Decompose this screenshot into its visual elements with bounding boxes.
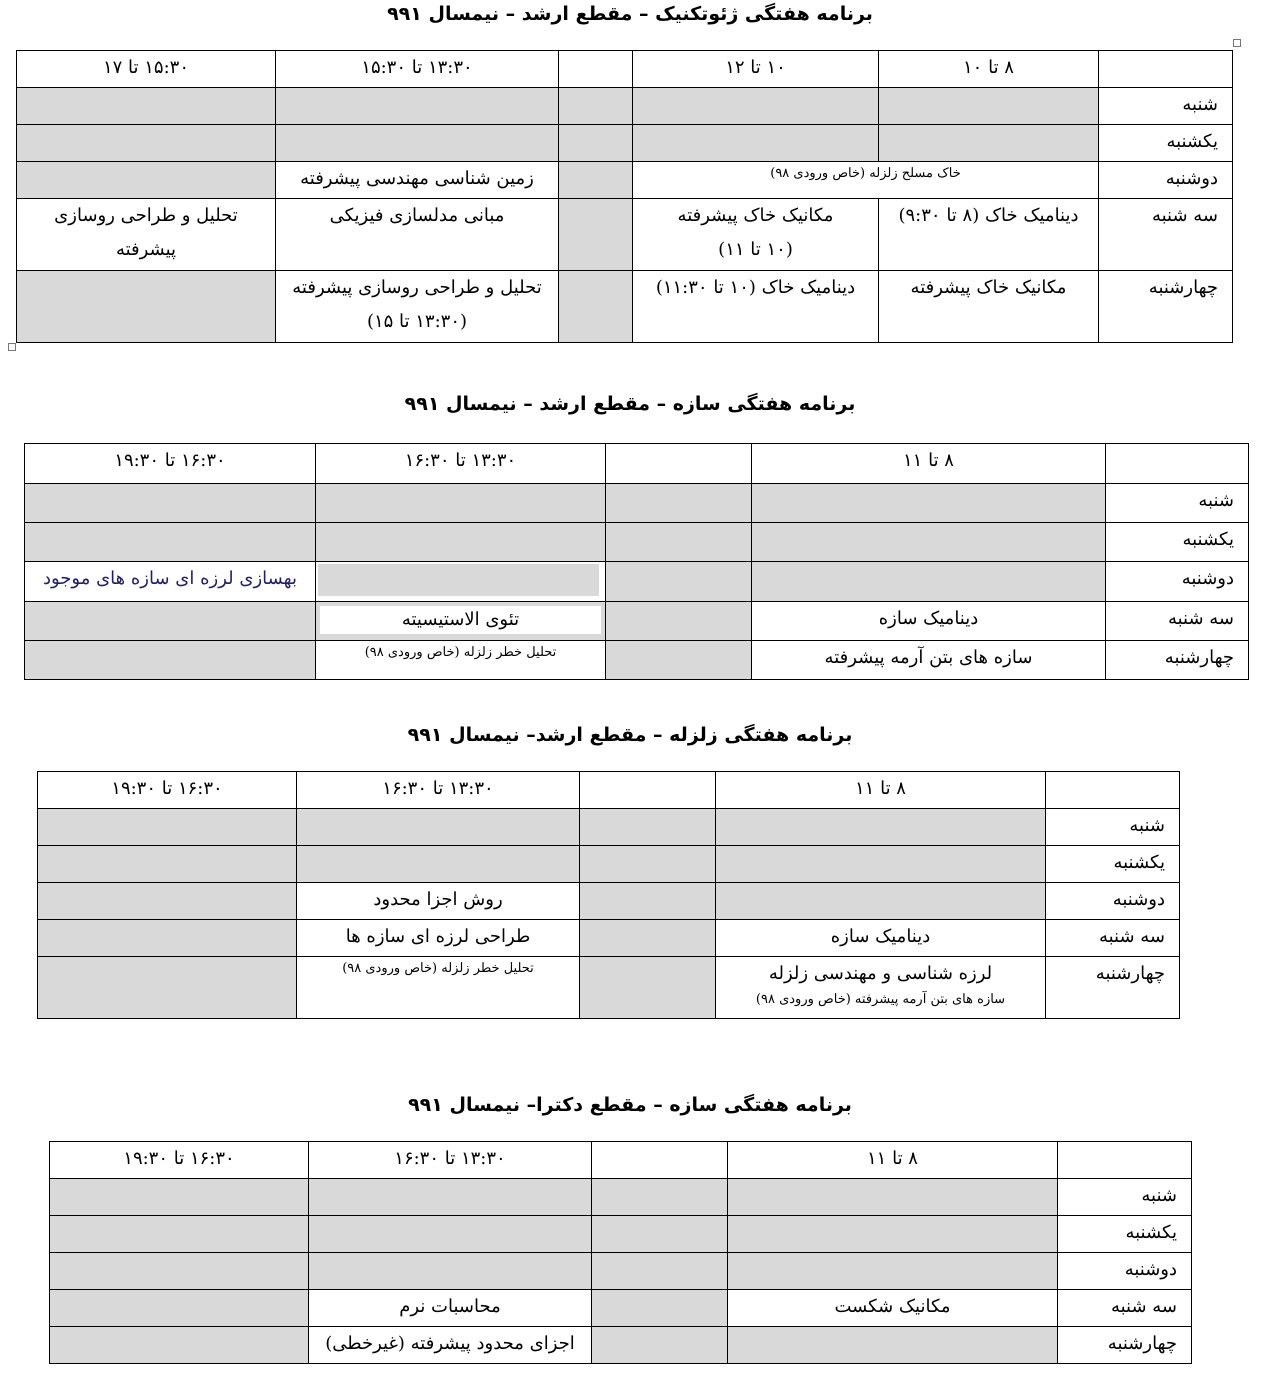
empty-cell bbox=[38, 846, 297, 883]
empty-cell bbox=[309, 1253, 592, 1290]
course-note: خاک مسلح زلزله (خاص ورودی ۹۸) bbox=[770, 166, 961, 181]
table-row bbox=[25, 523, 1249, 562]
empty-cell bbox=[716, 809, 1046, 846]
table-row bbox=[50, 1290, 1192, 1327]
course-cell bbox=[17, 199, 276, 271]
course-name: بهسازی لرزه ای سازه های موجود bbox=[42, 568, 297, 589]
header-slot-1330-1630: ۱۳:۳۰ تا ۱۶:۳۰ bbox=[309, 1142, 592, 1179]
day-tuesday: سه شنبه bbox=[1058, 1290, 1192, 1327]
course-cell: دینامیک سازه bbox=[716, 920, 1046, 957]
header-slot-1630-1930: ۱۶:۳۰ تا ۱۹:۳۰ bbox=[25, 444, 316, 484]
day-saturday: شنبه bbox=[1058, 1179, 1192, 1216]
table-row bbox=[25, 484, 1249, 523]
course-cell bbox=[633, 199, 879, 271]
day-monday: دوشنبه bbox=[1046, 883, 1180, 920]
day-wednesday: چهارشنبه bbox=[1058, 1327, 1192, 1364]
table-row bbox=[17, 88, 1233, 125]
day-monday: دوشنبه bbox=[1106, 562, 1249, 602]
table-row bbox=[17, 271, 1233, 343]
header-slot-1330-1630: ۱۳:۳۰ تا ۱۶:۳۰ bbox=[316, 444, 606, 484]
table-header-row bbox=[50, 1142, 1192, 1179]
empty-cell bbox=[752, 484, 1106, 523]
empty-cell bbox=[276, 125, 559, 162]
table-row bbox=[38, 809, 1180, 846]
empty-cell bbox=[316, 523, 606, 562]
header-slot-8-10: ۸ تا ۱۰ bbox=[879, 51, 1099, 88]
table-row bbox=[25, 562, 1249, 602]
day-sunday: یکشنبه bbox=[1099, 125, 1233, 162]
header-slot-8-11: ۸ تا ۱۱ bbox=[716, 772, 1046, 809]
course-cell: مبانی مدلسازی فیزیکی bbox=[276, 199, 559, 271]
header-slot-8-11: ۸ تا ۱۱ bbox=[752, 444, 1106, 484]
course-cell: زمین شناسی مهندسی پیشرفته bbox=[276, 162, 559, 199]
empty-cell bbox=[606, 641, 752, 680]
header-corner bbox=[1099, 51, 1233, 88]
day-tuesday: سه شنبه bbox=[1106, 602, 1249, 641]
course-note: سازه های بتن آرمه پیشرفته (خاص ورودی ۹۸) bbox=[755, 992, 1006, 1007]
table-row bbox=[17, 125, 1233, 162]
empty-cell bbox=[752, 562, 1106, 602]
course-cell: دینامیک سازه bbox=[752, 602, 1106, 641]
empty-cell bbox=[559, 162, 633, 199]
table-resize-handle[interactable] bbox=[8, 343, 16, 351]
course-cell: طراحی لرزه ای سازه ها bbox=[297, 920, 580, 957]
empty-cell bbox=[50, 1253, 309, 1290]
empty-cell bbox=[309, 1179, 592, 1216]
empty-cell bbox=[752, 523, 1106, 562]
header-slot-1330-1530: ۱۳:۳۰ تا ۱۵:۳۰ bbox=[276, 51, 559, 88]
course-cell bbox=[25, 562, 316, 602]
empty-cell bbox=[879, 125, 1099, 162]
table-row bbox=[25, 602, 1249, 641]
header-corner bbox=[1046, 772, 1180, 809]
course-cell bbox=[316, 602, 606, 641]
course-cell bbox=[276, 271, 559, 343]
empty-cell bbox=[728, 1253, 1058, 1290]
empty-cell bbox=[559, 88, 633, 125]
header-slot-1630-1930: ۱۶:۳۰ تا ۱۹:۳۰ bbox=[38, 772, 297, 809]
header-slot-10-12: ۱۰ تا ۱۲ bbox=[633, 51, 879, 88]
empty-cell bbox=[38, 809, 297, 846]
table-header-row bbox=[17, 51, 1233, 88]
shaded-area bbox=[318, 564, 599, 596]
day-wednesday: چهارشنبه bbox=[1106, 641, 1249, 680]
course-name: مکانیک خاک پیشرفته bbox=[677, 205, 834, 226]
day-saturday: شنبه bbox=[1099, 88, 1233, 125]
empty-cell bbox=[559, 271, 633, 343]
course-cell: دینامیک خاک (۸ تا ۹:۳۰) bbox=[879, 199, 1099, 271]
course-name: تحلیل و طراحی روسازی bbox=[54, 205, 238, 226]
header-corner bbox=[1106, 444, 1249, 484]
header-break bbox=[559, 51, 633, 88]
header-break bbox=[606, 444, 752, 484]
course-note: تحلیل خطر زلزله (خاص ورودی ۹۸) bbox=[364, 645, 557, 660]
table-header-row bbox=[25, 444, 1249, 484]
day-wednesday: چهارشنبه bbox=[1046, 957, 1180, 1019]
table-row bbox=[38, 957, 1180, 1019]
empty-cell bbox=[728, 1179, 1058, 1216]
day-monday: دوشنبه bbox=[1099, 162, 1233, 199]
header-break bbox=[592, 1142, 728, 1179]
empty-cell bbox=[17, 88, 276, 125]
empty-cell bbox=[580, 920, 716, 957]
table-row bbox=[50, 1216, 1192, 1253]
table-move-handle[interactable] bbox=[1233, 39, 1241, 47]
empty-cell bbox=[580, 809, 716, 846]
header-corner bbox=[1058, 1142, 1192, 1179]
empty-cell bbox=[309, 1216, 592, 1253]
empty-cell bbox=[17, 162, 276, 199]
earthquake-msc-table bbox=[37, 771, 1180, 1019]
empty-cell bbox=[25, 523, 316, 562]
structure-phd-table bbox=[49, 1141, 1192, 1364]
table-row bbox=[38, 920, 1180, 957]
empty-cell bbox=[50, 1179, 309, 1216]
table-row bbox=[38, 846, 1180, 883]
course-cell: اجزای محدود پیشرفته (غیرخطی) bbox=[309, 1327, 592, 1364]
day-sunday: یکشنبه bbox=[1046, 846, 1180, 883]
table-header-row bbox=[38, 772, 1180, 809]
empty-cell bbox=[38, 920, 297, 957]
course-cell: مکانیک شکست bbox=[728, 1290, 1058, 1327]
empty-cell bbox=[592, 1327, 728, 1364]
header-break bbox=[580, 772, 716, 809]
empty-cell bbox=[50, 1290, 309, 1327]
geotech-title: برنامه هفتگی ژئوتکنیک – مقطع ارشد – نیمسال ۹۹۱ bbox=[387, 3, 873, 25]
empty-cell bbox=[580, 957, 716, 1019]
structure-msc-table bbox=[24, 443, 1249, 680]
day-sunday: یکشنبه bbox=[1106, 523, 1249, 562]
table-row bbox=[50, 1327, 1192, 1364]
day-saturday: شنبه bbox=[1046, 809, 1180, 846]
course-cell: روش اجزا محدود bbox=[297, 883, 580, 920]
empty-cell bbox=[728, 1327, 1058, 1364]
course-cell bbox=[716, 957, 1046, 1019]
empty-cell bbox=[25, 484, 316, 523]
empty-cell bbox=[592, 1290, 728, 1327]
table-row bbox=[17, 162, 1233, 199]
structure-phd-title: برنامه هفتگی سازه – مقطع دکترا– نیمسال ۹۹۱ bbox=[408, 1094, 852, 1116]
course-cell: سازه های بتن آرمه پیشرفته bbox=[752, 641, 1106, 680]
empty-cell bbox=[50, 1327, 309, 1364]
empty-cell bbox=[25, 602, 316, 641]
table-row bbox=[50, 1179, 1192, 1216]
course-name: لرزه شناسی و مهندسی زلزله bbox=[768, 963, 993, 984]
course-cell: مکانیک خاک پیشرفته bbox=[879, 271, 1099, 343]
empty-cell bbox=[50, 1216, 309, 1253]
course-name-cont: پیشرفته bbox=[115, 239, 177, 260]
empty-cell bbox=[316, 484, 606, 523]
empty-cell bbox=[276, 88, 559, 125]
empty-cell bbox=[316, 562, 606, 602]
header-slot-1630-1930: ۱۶:۳۰ تا ۱۹:۳۰ bbox=[50, 1142, 309, 1179]
empty-cell bbox=[716, 883, 1046, 920]
empty-cell bbox=[297, 846, 580, 883]
course-cell bbox=[297, 957, 580, 1019]
day-tuesday: سه شنبه bbox=[1099, 199, 1233, 271]
empty-cell bbox=[559, 125, 633, 162]
empty-cell bbox=[559, 199, 633, 271]
course-cell: محاسبات نرم bbox=[309, 1290, 592, 1327]
empty-cell bbox=[728, 1216, 1058, 1253]
empty-cell bbox=[606, 523, 752, 562]
course-cell: دینامیک خاک (۱۰ تا ۱۱:۳۰) bbox=[633, 271, 879, 343]
course-name: تحلیل و طراحی روسازی پیشرفته bbox=[292, 277, 542, 298]
table-row bbox=[25, 641, 1249, 680]
empty-cell bbox=[38, 883, 297, 920]
empty-cell bbox=[17, 125, 276, 162]
structure-msc-title: برنامه هفتگی سازه – مقطع ارشد – نیمسال ۹۹۱ bbox=[404, 393, 856, 415]
empty-cell bbox=[592, 1253, 728, 1290]
empty-cell bbox=[592, 1216, 728, 1253]
empty-cell bbox=[606, 602, 752, 641]
empty-cell bbox=[580, 846, 716, 883]
table-row bbox=[38, 883, 1180, 920]
header-slot-1330-1630: ۱۳:۳۰ تا ۱۶:۳۰ bbox=[297, 772, 580, 809]
header-slot-1530-17: ۱۵:۳۰ تا ۱۷ bbox=[17, 51, 276, 88]
geotech-table bbox=[16, 50, 1233, 343]
empty-cell bbox=[25, 641, 316, 680]
empty-cell bbox=[580, 883, 716, 920]
empty-cell bbox=[592, 1179, 728, 1216]
day-tuesday: سه شنبه bbox=[1046, 920, 1180, 957]
course-time: (۱۳:۳۰ تا ۱۵) bbox=[366, 311, 468, 332]
empty-cell bbox=[17, 271, 276, 343]
earthquake-msc-title: برنامه هفتگی زلزله – مقطع ارشد– نیمسال ۹۹۱ bbox=[407, 724, 853, 746]
course-cell bbox=[316, 641, 606, 680]
empty-cell bbox=[633, 88, 879, 125]
empty-cell bbox=[633, 125, 879, 162]
empty-cell bbox=[716, 846, 1046, 883]
day-sunday: یکشنبه bbox=[1058, 1216, 1192, 1253]
course-name: تئوی الاستیسیته bbox=[320, 606, 601, 634]
table-row bbox=[50, 1253, 1192, 1290]
header-slot-8-11: ۸ تا ۱۱ bbox=[728, 1142, 1058, 1179]
course-note: تحلیل خطر زلزله (خاص ورودی ۹۸) bbox=[342, 961, 534, 976]
empty-cell bbox=[297, 809, 580, 846]
empty-cell bbox=[606, 562, 752, 602]
empty-cell bbox=[606, 484, 752, 523]
table-row bbox=[17, 199, 1233, 271]
day-wednesday: چهارشنبه bbox=[1099, 271, 1233, 343]
course-time: (۱۰ تا ۱۱) bbox=[718, 239, 793, 260]
course-cell bbox=[633, 162, 1099, 199]
empty-cell bbox=[879, 88, 1099, 125]
empty-cell bbox=[38, 957, 297, 1019]
day-monday: دوشنبه bbox=[1058, 1253, 1192, 1290]
day-saturday: شنبه bbox=[1106, 484, 1249, 523]
